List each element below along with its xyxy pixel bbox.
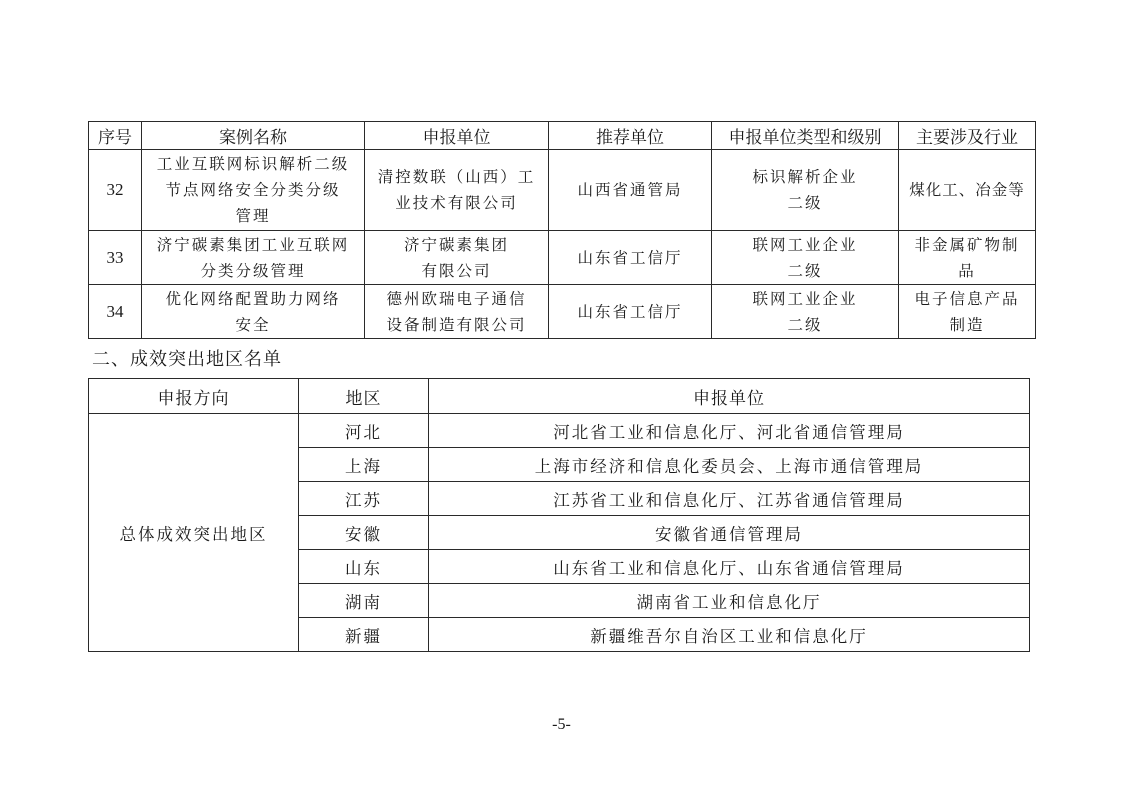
table-row bbox=[89, 150, 1036, 231]
type-level-line: 联网工业企业 bbox=[752, 289, 858, 308]
unit-cell: 新疆维吾尔自治区工业和信息化厅 bbox=[429, 618, 1030, 652]
case-name-line: 分类分级管理 bbox=[200, 261, 306, 280]
type-level-cell bbox=[712, 285, 899, 339]
case-name-cell bbox=[142, 231, 365, 285]
recommender-cell: 山东省工信厅 bbox=[549, 285, 712, 339]
header-type-level: 申报单位类型和级别 bbox=[712, 122, 899, 150]
header-no: 序号 bbox=[89, 122, 142, 150]
applicant-line: 清控数联（山西）工 bbox=[377, 168, 536, 186]
direction-cell: 总体成效突出地区 bbox=[89, 414, 299, 652]
header-unit: 申报单位 bbox=[429, 379, 1030, 414]
unit-cell: 上海市经济和信息化委员会、上海市通信管理局 bbox=[429, 448, 1030, 482]
industry-line: 煤化工、冶金等 bbox=[909, 181, 1025, 199]
row-no: 33 bbox=[89, 231, 142, 285]
type-level-line: 标识解析企业 bbox=[752, 168, 858, 186]
table-row bbox=[89, 231, 1036, 285]
table-row bbox=[89, 414, 1030, 448]
applicant-line: 济宁碳素集团 bbox=[403, 235, 509, 254]
region-cell: 河北 bbox=[299, 414, 429, 448]
case-name-line: 管理 bbox=[235, 207, 271, 225]
unit-cell: 山东省工业和信息化厅、山东省通信管理局 bbox=[429, 550, 1030, 584]
recommender-cell: 山东省工信厅 bbox=[549, 231, 712, 285]
unit-cell: 湖南省工业和信息化厅 bbox=[429, 584, 1030, 618]
type-level-line: 联网工业企业 bbox=[752, 235, 858, 254]
case-name-line: 安全 bbox=[235, 315, 271, 334]
recommender-cell: 山西省通管局 bbox=[549, 150, 712, 231]
case-name-line: 节点网络安全分类分级 bbox=[165, 181, 341, 199]
page-number: -5- bbox=[552, 716, 571, 733]
header-direction: 申报方向 bbox=[89, 379, 299, 414]
industry-cell bbox=[899, 150, 1036, 231]
header-applicant: 申报单位 bbox=[365, 122, 549, 150]
header-industry: 主要涉及行业 bbox=[899, 122, 1036, 150]
region-cell: 安徽 bbox=[299, 516, 429, 550]
header-recommender: 推荐单位 bbox=[549, 122, 712, 150]
type-level-line: 二级 bbox=[787, 261, 823, 280]
unit-cell: 河北省工业和信息化厅、河北省通信管理局 bbox=[429, 414, 1030, 448]
applicant-cell bbox=[365, 150, 549, 231]
applicant-cell bbox=[365, 285, 549, 339]
applicant-line: 有限公司 bbox=[421, 261, 492, 280]
applicant-cell bbox=[365, 231, 549, 285]
regions-table bbox=[88, 378, 1030, 652]
applicant-line: 德州欧瑞电子通信 bbox=[386, 289, 527, 308]
region-cell: 江苏 bbox=[299, 482, 429, 516]
industry-line: 非金属矿物制 bbox=[914, 235, 1020, 254]
unit-cell: 安徽省通信管理局 bbox=[429, 516, 1030, 550]
header-case-name: 案例名称 bbox=[142, 122, 365, 150]
region-cell: 新疆 bbox=[299, 618, 429, 652]
cases-table bbox=[88, 121, 1036, 339]
cases-table-header bbox=[89, 122, 1036, 150]
type-level-cell bbox=[712, 150, 899, 231]
header-region: 地区 bbox=[299, 379, 429, 414]
region-cell: 上海 bbox=[299, 448, 429, 482]
industry-line: 电子信息产品 bbox=[914, 289, 1020, 308]
industry-line: 制造 bbox=[949, 315, 985, 334]
table-row bbox=[89, 285, 1036, 339]
region-cell: 山东 bbox=[299, 550, 429, 584]
case-name-line: 优化网络配置助力网络 bbox=[165, 289, 341, 308]
case-name-line: 工业互联网标识解析二级 bbox=[156, 155, 350, 173]
industry-cell bbox=[899, 285, 1036, 339]
regions-table-header bbox=[89, 379, 1030, 414]
row-no: 34 bbox=[89, 285, 142, 339]
case-name-line: 济宁碳素集团工业互联网 bbox=[156, 235, 350, 254]
case-name-cell bbox=[142, 285, 365, 339]
region-cell: 湖南 bbox=[299, 584, 429, 618]
applicant-line: 业技术有限公司 bbox=[395, 194, 518, 212]
industry-cell bbox=[899, 231, 1036, 285]
case-name-cell bbox=[142, 150, 365, 231]
row-no: 32 bbox=[89, 150, 142, 231]
type-level-cell bbox=[712, 231, 899, 285]
type-level-line: 二级 bbox=[787, 315, 823, 334]
applicant-line: 设备制造有限公司 bbox=[386, 315, 527, 334]
unit-cell: 江苏省工业和信息化厅、江苏省通信管理局 bbox=[429, 482, 1030, 516]
section-heading: 二、成效突出地区名单 bbox=[92, 349, 282, 370]
industry-line: 品 bbox=[958, 261, 976, 280]
type-level-line: 二级 bbox=[787, 194, 823, 212]
